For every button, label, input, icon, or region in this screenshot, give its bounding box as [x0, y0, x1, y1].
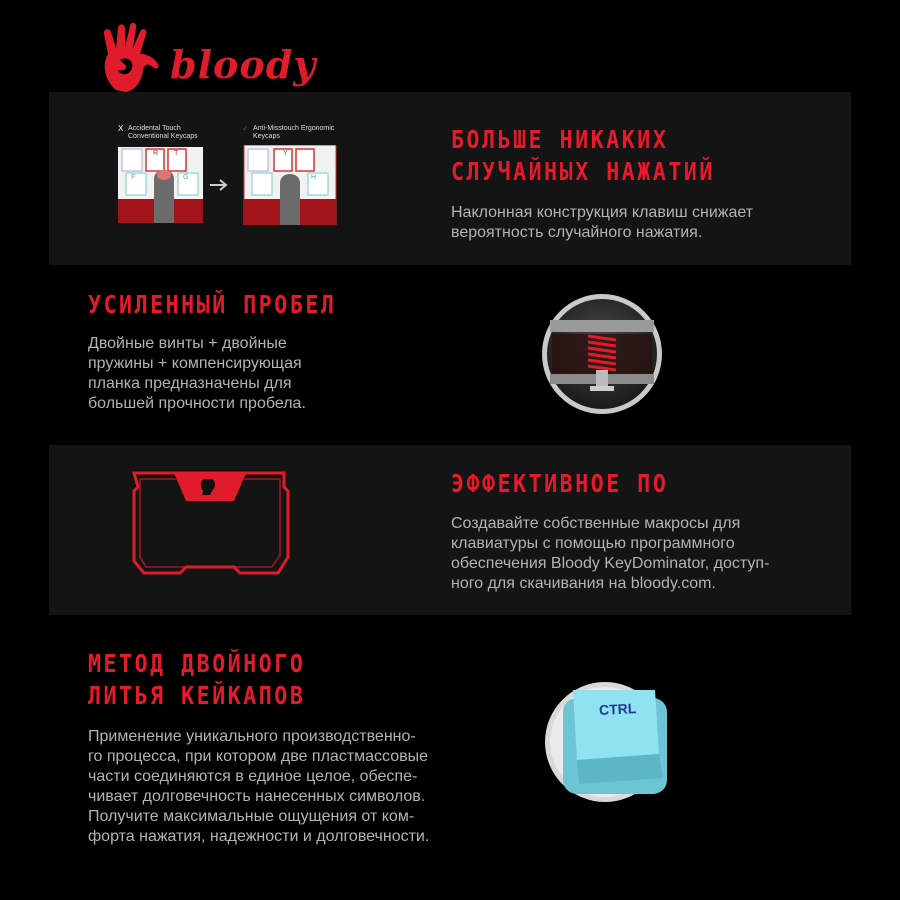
- brand-name: bloody: [170, 42, 317, 87]
- section-description: Наклонная конструкция клавиш снижает вероятность случайного нажатия.: [451, 204, 754, 241]
- section-description: Создавайте собственные макросы для клавиатуры с помощью программного обеспечения Bloody KeyDominator, доступ- ного для скачивания на bloody.com.: [451, 515, 770, 592]
- key-letter-h: H: [311, 174, 317, 181]
- key-letter-r: R: [153, 150, 159, 157]
- software-frame-icon: [130, 465, 290, 580]
- spring-icon: [540, 292, 664, 416]
- section-title: ЭФФЕКТИВНОЕ ПО: [451, 469, 669, 498]
- ergonomic-caption: Anti-Misstouch Ergonomic Keycaps: [253, 125, 335, 140]
- section-description: Применение уникального производственно- го процесса, при котором две пластмассовые части соединяются в единое целое, обеспе- чивает долговечность нанесенных символов. Получите максимальные ощущения от ком- форта нажатия, надежности и долговечности.: [88, 728, 430, 845]
- key-letter-y: Y: [283, 150, 288, 157]
- check-mark: ✓: [242, 124, 249, 133]
- key-letter-g: G: [183, 174, 189, 181]
- ctrl-key-label: CTRL: [598, 700, 637, 718]
- section-title: МЕТОД ДВОЙНОГО ЛИТЬЯ КЕЙКАПОВ: [88, 649, 306, 710]
- key-letter-t: T: [174, 150, 179, 157]
- section-title: БОЛЬШЕ НИКАКИХ СЛУЧАЙНЫХ НАЖАТИЙ: [451, 125, 715, 186]
- bloody-hand-icon: [96, 20, 166, 95]
- cross-mark: X: [118, 124, 124, 133]
- keycap-icon: [543, 680, 667, 804]
- key-letter-f: F: [131, 174, 136, 181]
- section-title: УСИЛЕННЫЙ ПРОБЕЛ: [88, 290, 337, 319]
- section-description: Двойные винты + двойные пружины + компенсирующая планка предназначены для большей прочности пробела.: [88, 335, 306, 412]
- keycap-comparison-icon: [118, 145, 338, 225]
- accidental-touch-caption: Accidental Touch Conventional Keycaps: [128, 125, 198, 140]
